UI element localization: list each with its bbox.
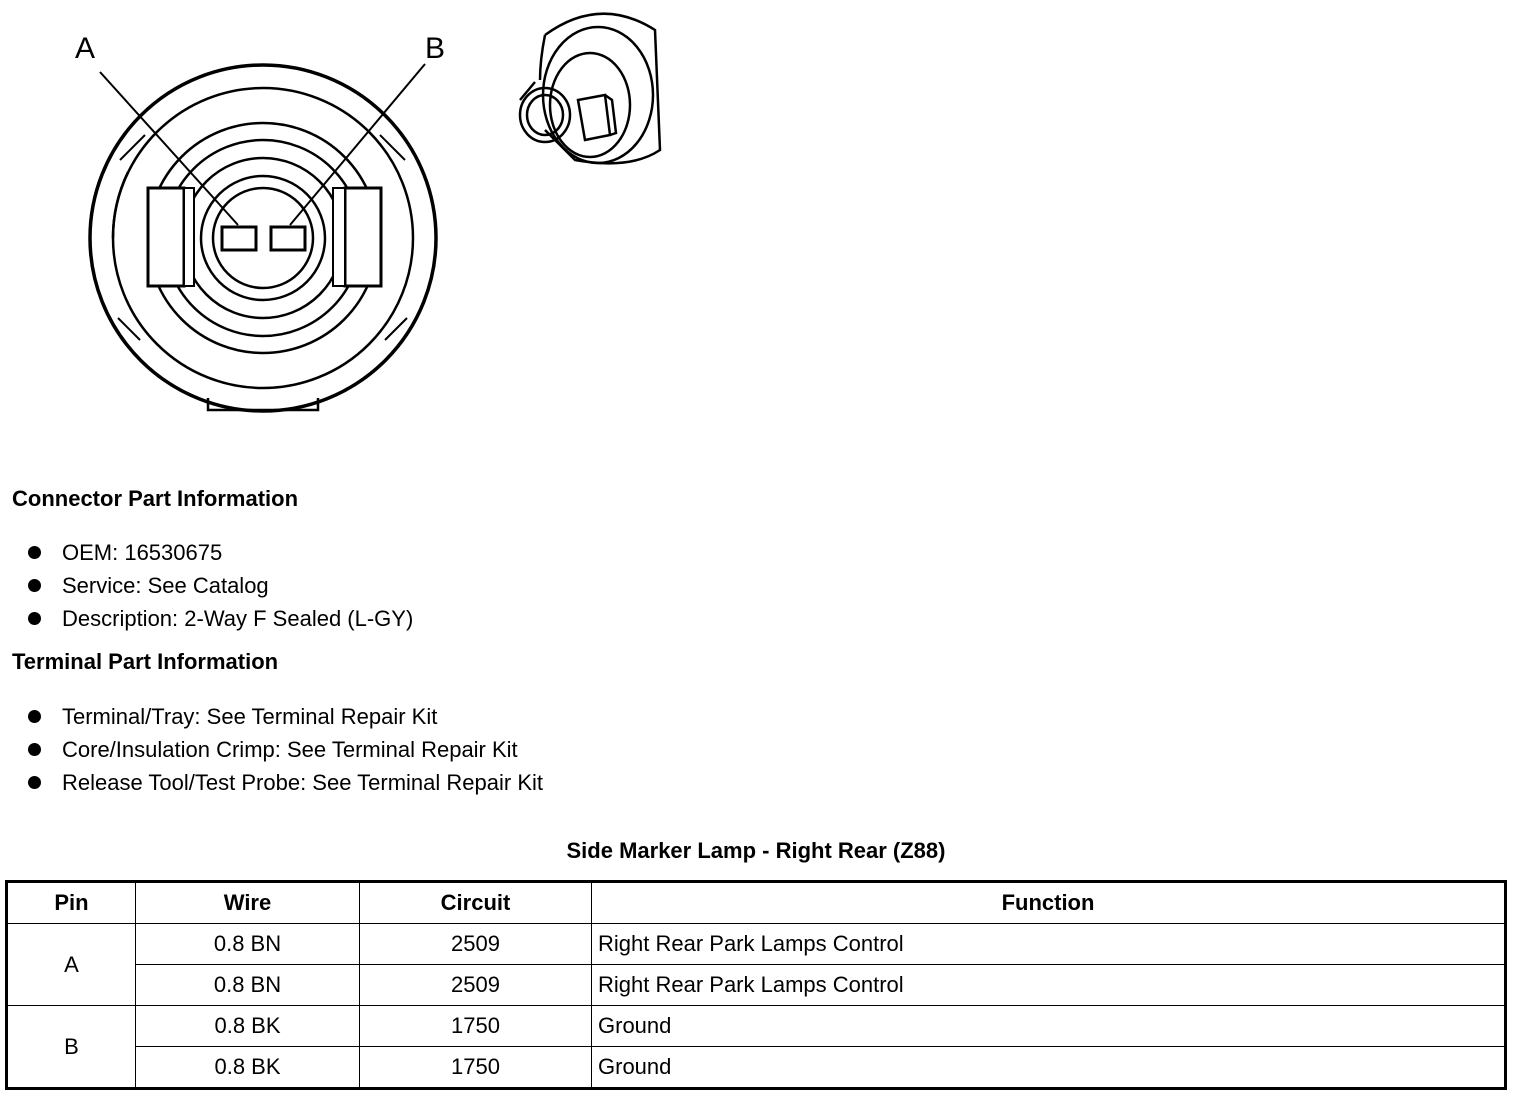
header-pin: Pin — [7, 882, 136, 924]
bullet-icon — [28, 710, 41, 723]
bullet-icon — [28, 612, 41, 625]
list-item — [28, 602, 413, 635]
table-row — [7, 965, 1506, 1006]
connector-part-info-list — [28, 536, 413, 635]
bullet-icon — [28, 579, 41, 592]
function-cell: Right Rear Park Lamps Control — [592, 924, 1506, 965]
table-row — [7, 924, 1506, 965]
table-header-row — [7, 882, 1506, 924]
connector-diagram — [0, 0, 700, 430]
circuit-cell: 1750 — [360, 1047, 592, 1089]
list-item-text: Core/Insulation Crimp: See Terminal Repair Kit — [62, 737, 518, 762]
function-cell: Ground — [592, 1006, 1506, 1047]
function-cell: Right Rear Park Lamps Control — [592, 965, 1506, 1006]
terminal-part-info-heading: Terminal Part Information — [12, 649, 279, 674]
wire-cell: 0.8 BN — [136, 965, 360, 1006]
pin-label-a: A — [75, 32, 96, 65]
table-row — [7, 1006, 1506, 1047]
connector-part-info-heading: Connector Part Information — [12, 486, 299, 511]
bullet-icon — [28, 776, 41, 789]
list-item — [28, 766, 543, 799]
list-item-text: Release Tool/Test Probe: See Terminal Repair Kit — [62, 770, 543, 795]
terminal-part-info-list — [28, 700, 543, 799]
terminal-a-cavity — [222, 227, 256, 250]
table-title: Side Marker Lamp - Right Rear (Z88) — [566, 838, 946, 863]
header-wire: Wire — [136, 882, 360, 924]
list-item — [28, 733, 543, 766]
list-item-text: Terminal/Tray: See Terminal Repair Kit — [62, 704, 438, 729]
list-item — [28, 700, 543, 733]
list-item — [28, 569, 413, 602]
bullet-icon — [28, 546, 41, 559]
list-item — [28, 536, 413, 569]
wire-cell: 0.8 BN — [136, 924, 360, 965]
function-cell: Ground — [592, 1047, 1506, 1089]
list-item-text: Description: 2-Way F Sealed (L-GY) — [62, 606, 414, 631]
wire-cell: 0.8 BK — [136, 1047, 360, 1089]
pinout-table — [5, 880, 1507, 1090]
terminal-b-cavity — [271, 227, 305, 250]
bullet-icon — [28, 743, 41, 756]
connector-perspective-view — [520, 14, 660, 164]
circuit-cell: 1750 — [360, 1006, 592, 1047]
list-item-text: Service: See Catalog — [62, 573, 269, 598]
list-item-text: OEM: 16530675 — [62, 540, 223, 565]
pin-cell: A — [7, 924, 136, 1006]
table-row — [7, 1047, 1506, 1089]
wire-cell: 0.8 BK — [136, 1006, 360, 1047]
connector-face-view — [90, 64, 436, 411]
header-function: Function — [592, 882, 1506, 924]
pin-cell: B — [7, 1006, 136, 1089]
circuit-cell: 2509 — [360, 924, 592, 965]
header-circuit: Circuit — [360, 882, 592, 924]
circuit-cell: 2509 — [360, 965, 592, 1006]
pin-label-b: B — [425, 32, 446, 65]
